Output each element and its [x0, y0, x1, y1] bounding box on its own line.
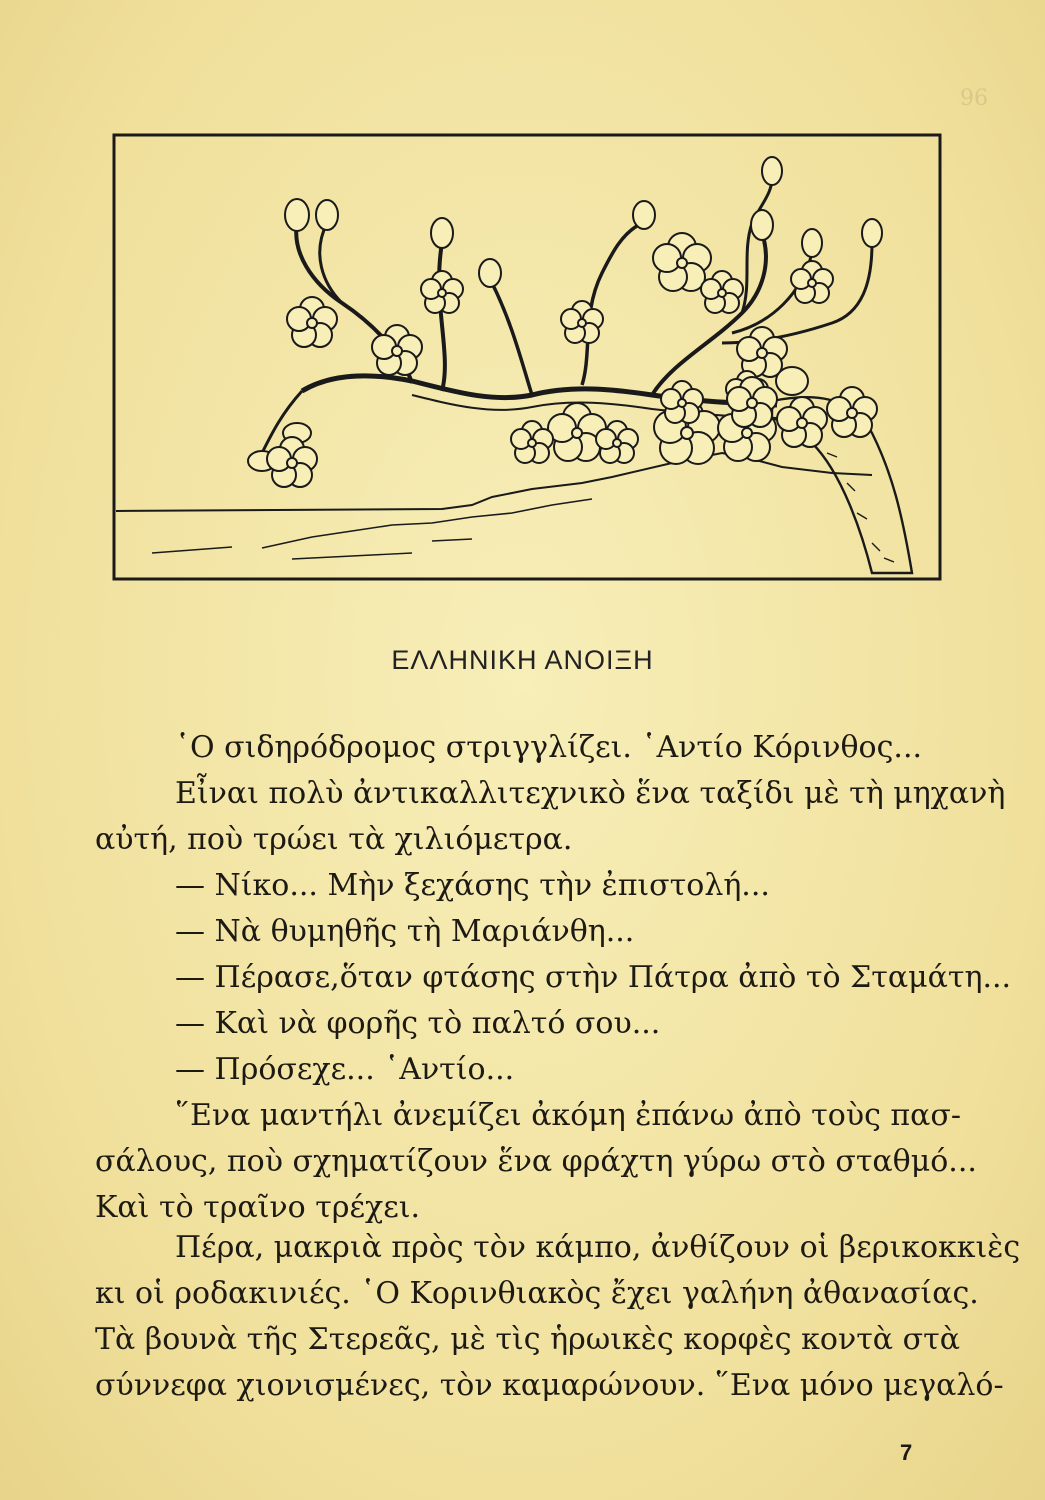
chapter-heading: ΕΛΛΗΝΙΚΗ ΑΝΟΙΞΗ [391, 645, 654, 675]
dialogue-line: — Πέρασε,ὅταν φτάσης στὴν Πάτρα ἀπὸ τὸ Σταμάτη... [175, 960, 1012, 995]
opening-paragraph [95, 725, 1006, 863]
text-line: ῞Ενα μαντήλι ἀνεμίζει ἀκόμη ἐπάνω ἀπὸ τοὺς πασ- [175, 1098, 961, 1133]
station-paragraph [95, 1093, 977, 1231]
landscape-paragraph [95, 1225, 1021, 1409]
dialogue-line: — Πρόσεχε... ῾Αντίο... [175, 1052, 515, 1087]
text-line: αὐτή, ποὺ τρώει τὰ χιλιόμετρα. [95, 822, 573, 857]
text-line: ῾Ο σιδηρόδρομος στριγγλίζει. ῾Αντίο Κόρινθος... [175, 730, 923, 765]
text-line: σάλους, ποὺ σχηματίζουν ἕνα φράχτη γύρω στὸ σταθμό... [95, 1144, 977, 1179]
text-line: Εἶναι πολὺ ἀντικαλλιτεχνικὸ ἕνα ταξίδι μὲ τὴ μηχανὴ [175, 776, 1006, 811]
text-line: σύννεφα χιονισμένες, τὸν καμαρώνουν. ῞Ενα μόνο μεγαλό- [95, 1368, 1004, 1403]
dialogue-line: — Νίκο... Μὴν ξεχάσης τὴν ἐπιστολή... [175, 868, 770, 903]
dialogue-line: — Νὰ θυμηθῆς τὴ Μαριάνθη... [175, 914, 635, 949]
text-line: Πέρα, μακριὰ πρὸς τὸν κάμπο, ἀνθίζουν οἱ βερικοκκιὲς [175, 1230, 1021, 1265]
faint-page-number: 96 [960, 86, 988, 111]
blossoming-branch-illustration [112, 133, 942, 581]
text-line: κι οἱ ροδακινιές. ῾Ο Κορινθιακὸς ἔχει γαλήνη ἀθανασίας. [95, 1276, 979, 1311]
text-line: Καὶ τὸ τραῖνο τρέχει. [95, 1190, 421, 1225]
text-line: Τὰ βουνὰ τῆς Στερεᾶς, μὲ τὶς ἡρωικὲς κορφὲς κοντὰ στὰ [95, 1322, 960, 1357]
dialogue-block [95, 863, 1012, 1093]
page-number: 7 [900, 1440, 913, 1465]
dialogue-line: — Καὶ νὰ φορῆς τὸ παλτό σου... [175, 1006, 661, 1041]
